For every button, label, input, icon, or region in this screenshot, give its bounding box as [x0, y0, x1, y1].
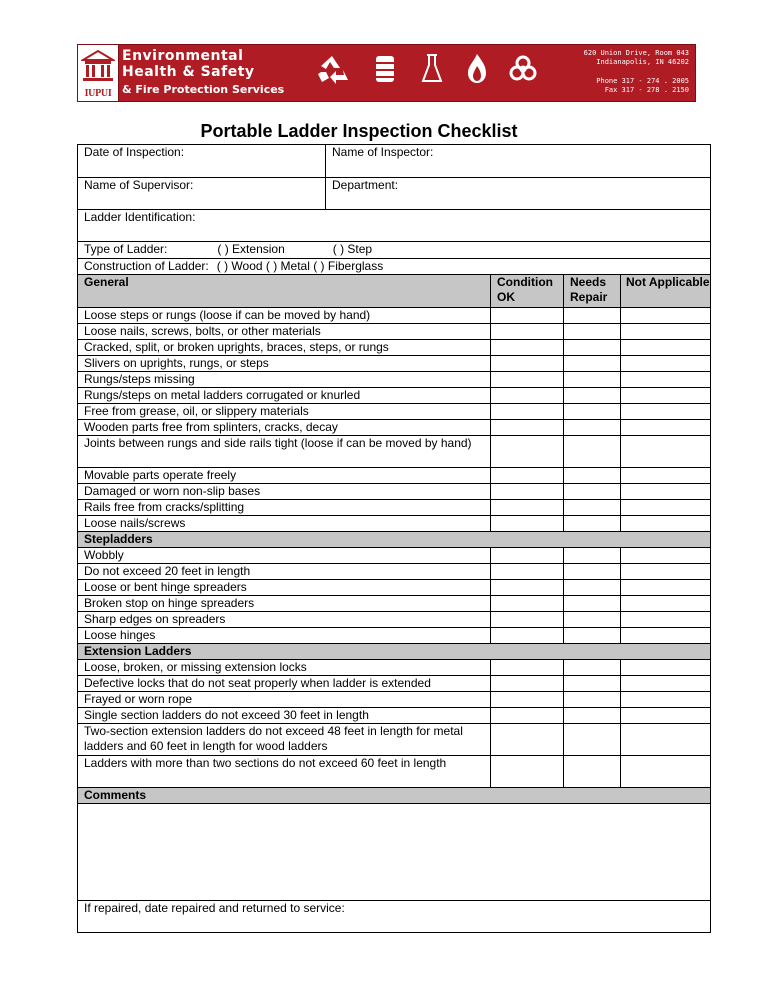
not-applicable-cell[interactable] [621, 340, 711, 356]
needs-repair-cell[interactable] [564, 340, 621, 356]
condition-ok-cell[interactable] [491, 548, 564, 564]
extension-items [78, 660, 711, 788]
ladder-type-row [78, 242, 711, 259]
checklist-row [78, 324, 711, 340]
needs-repair-cell[interactable] [564, 660, 621, 676]
condition-ok-cell[interactable] [491, 516, 564, 532]
not-applicable-cell[interactable] [621, 548, 711, 564]
stepladder-item-label: Sharp edges on spreaders [78, 612, 491, 628]
org-name-line2: Health & Safety [122, 64, 255, 80]
supervisor-label: Name of Supervisor: [84, 178, 194, 192]
inspector-label: Name of Inspector: [332, 145, 434, 159]
supervisor-field[interactable] [78, 178, 326, 210]
general-item-label: Rungs/steps missing [78, 372, 491, 388]
checklist-row [78, 516, 711, 532]
flask-icon [423, 55, 441, 81]
extension-item-label: Single section ladders do not exceed 30 feet in length [78, 708, 491, 724]
header-banner [77, 44, 696, 102]
address-line2: Indianapolis, IN 46202 [596, 58, 689, 66]
extension-item-label: Loose, broken, or missing extension locks [78, 660, 491, 676]
needs-repair-cell[interactable] [564, 500, 621, 516]
condition-ok-cell[interactable] [491, 308, 564, 324]
department-label: Department: [332, 178, 399, 192]
hazard-icons [318, 52, 558, 86]
phone-number: Phone 317 - 274 . 2005 [596, 77, 689, 85]
needs-repair-cell[interactable] [564, 324, 621, 340]
general-item-label: Wooden parts free from splinters, cracks, decay [78, 420, 491, 436]
checklist-row [78, 372, 711, 388]
org-name-line1: Environmental [122, 48, 244, 64]
needs-repair-cell[interactable] [564, 708, 621, 724]
checklist-row [78, 548, 711, 564]
general-items [78, 308, 711, 532]
condition-ok-cell[interactable] [491, 628, 564, 644]
needs-repair-cell[interactable] [564, 468, 621, 484]
general-item-label: Rungs/steps on metal ladders corrugated or knurled [78, 388, 491, 404]
not-applicable-cell[interactable] [621, 660, 711, 676]
not-applicable-cell[interactable] [621, 708, 711, 724]
needs-repair-cell[interactable] [564, 548, 621, 564]
needs-repair-cell[interactable] [564, 436, 621, 468]
checklist-row [78, 660, 711, 676]
not-applicable-cell[interactable] [621, 324, 711, 340]
repaired-date-field[interactable] [78, 901, 711, 933]
not-applicable-cell[interactable] [621, 612, 711, 628]
checklist-row [78, 308, 711, 324]
condition-ok-cell[interactable] [491, 420, 564, 436]
not-applicable-cell[interactable] [621, 404, 711, 420]
checklist-row [78, 420, 711, 436]
checklist-row [78, 404, 711, 420]
checklist-row [78, 628, 711, 644]
not-applicable-cell[interactable] [621, 388, 711, 404]
not-applicable-cell[interactable] [621, 372, 711, 388]
checklist-row [78, 500, 711, 516]
not-applicable-cell[interactable] [621, 564, 711, 580]
date-field[interactable] [78, 145, 326, 178]
construction-row [78, 259, 711, 275]
iupui-logo [78, 45, 119, 101]
date-label: Date of Inspection: [84, 145, 185, 159]
not-applicable-cell[interactable] [621, 484, 711, 500]
org-name-line3: & Fire Protection Services [122, 83, 285, 96]
col-not-applicable: Not Applicable [621, 275, 711, 308]
condition-ok-cell[interactable] [491, 324, 564, 340]
condition-ok-cell[interactable] [491, 500, 564, 516]
needs-repair-cell[interactable] [564, 308, 621, 324]
not-applicable-cell[interactable] [621, 580, 711, 596]
section-header-general: General [78, 275, 491, 308]
not-applicable-cell[interactable] [621, 516, 711, 532]
needs-repair-cell[interactable] [564, 404, 621, 420]
condition-ok-cell[interactable] [491, 388, 564, 404]
general-item-label: Joints between rungs and side rails tight (loose if can be moved by hand) [78, 436, 491, 468]
not-applicable-cell[interactable] [621, 436, 711, 468]
building-icon [81, 48, 115, 82]
condition-ok-cell[interactable] [491, 708, 564, 724]
checklist-row [78, 692, 711, 708]
not-applicable-cell[interactable] [621, 308, 711, 324]
construction-options[interactable]: ( ) Wood ( ) Metal ( ) Fiberglass [216, 259, 384, 273]
condition-ok-cell[interactable] [491, 612, 564, 628]
general-item-label: Loose steps or rungs (loose if can be moved by hand) [78, 308, 491, 324]
not-applicable-cell[interactable] [621, 692, 711, 708]
general-item-label: Damaged or worn non-slip bases [78, 484, 491, 500]
stepladder-item-label: Loose hinges [78, 628, 491, 644]
general-item-label: Slivers on uprights, rungs, or steps [78, 356, 491, 372]
condition-ok-cell[interactable] [491, 676, 564, 692]
extension-item-label: Two-section extension ladders do not exceed 48 feet in length for metal ladders and 60 feet in length for wood ladders [78, 724, 491, 756]
checklist-row [78, 676, 711, 692]
not-applicable-cell[interactable] [621, 500, 711, 516]
needs-repair-cell[interactable] [564, 356, 621, 372]
condition-ok-cell[interactable] [491, 692, 564, 708]
contact-info [539, 49, 689, 95]
section-header-extension: Extension Ladders [78, 644, 711, 660]
construction-label: Construction of Ladder: [84, 259, 209, 273]
checklist-row [78, 436, 711, 468]
condition-ok-cell[interactable] [491, 756, 564, 788]
checklist-row [78, 356, 711, 372]
extension-item-label: Defective locks that do not seat properly when ladder is extended [78, 676, 491, 692]
section-header-stepladders: Stepladders [78, 532, 711, 548]
condition-ok-cell[interactable] [491, 484, 564, 500]
checklist-row [78, 596, 711, 612]
recycle-icon [318, 56, 348, 84]
not-applicable-cell[interactable] [621, 420, 711, 436]
not-applicable-cell[interactable] [621, 756, 711, 788]
ladder-id-label: Ladder Identification: [84, 210, 196, 224]
flame-icon [468, 54, 486, 83]
needs-repair-cell[interactable] [564, 484, 621, 500]
stepladder-item-label: Loose or bent hinge spreaders [78, 580, 491, 596]
not-applicable-cell[interactable] [621, 356, 711, 372]
extension-item-label: Frayed or worn rope [78, 692, 491, 708]
repaired-date-label: If repaired, date repaired and returned to service: [84, 901, 345, 915]
col-needs-repair: Needs Repair [564, 275, 621, 308]
condition-ok-cell[interactable] [491, 596, 564, 612]
extension-item-label: Ladders with more than two sections do not exceed 60 feet in length [78, 756, 491, 788]
general-item-label: Movable parts operate freely [78, 468, 491, 484]
needs-repair-cell[interactable] [564, 516, 621, 532]
type-option-step[interactable]: ( ) Step [332, 242, 373, 256]
checklist-row [78, 564, 711, 580]
general-item-label: Free from grease, oil, or slippery materials [78, 404, 491, 420]
needs-repair-cell[interactable] [564, 580, 621, 596]
type-label: Type of Ladder: [84, 242, 168, 256]
needs-repair-cell[interactable] [564, 692, 621, 708]
fax-number: Fax 317 - 278 . 2150 [604, 86, 689, 94]
checklist-row [78, 756, 711, 788]
comments-box[interactable] [78, 804, 711, 901]
biohazard-icon [511, 57, 535, 79]
checklist-row [78, 580, 711, 596]
checklist-row [78, 388, 711, 404]
general-item-label: Loose nails, screws, bolts, or other materials [78, 324, 491, 340]
condition-ok-cell[interactable] [491, 372, 564, 388]
needs-repair-cell[interactable] [564, 564, 621, 580]
needs-repair-cell[interactable] [564, 676, 621, 692]
not-applicable-cell[interactable] [621, 628, 711, 644]
needs-repair-cell[interactable] [564, 724, 621, 756]
inspector-field[interactable] [326, 145, 711, 178]
not-applicable-cell[interactable] [621, 724, 711, 756]
needs-repair-cell[interactable] [564, 628, 621, 644]
page-title: Portable Ladder Inspection Checklist [200, 121, 518, 141]
checklist-row [78, 484, 711, 500]
condition-ok-cell[interactable] [491, 436, 564, 468]
condition-ok-cell[interactable] [491, 340, 564, 356]
condition-ok-cell[interactable] [491, 660, 564, 676]
stepladder-item-label: Do not exceed 20 feet in length [78, 564, 491, 580]
needs-repair-cell[interactable] [564, 420, 621, 436]
condition-ok-cell[interactable] [491, 356, 564, 372]
checklist-table [77, 144, 711, 933]
needs-repair-cell[interactable] [564, 596, 621, 612]
logo-text: IUPUI [84, 88, 112, 99]
general-item-label: Loose nails/screws [78, 516, 491, 532]
condition-ok-cell[interactable] [491, 724, 564, 756]
stepladder-item-label: Broken stop on hinge spreaders [78, 596, 491, 612]
not-applicable-cell[interactable] [621, 596, 711, 612]
checklist-row [78, 340, 711, 356]
general-item-label: Rails free from cracks/splitting [78, 500, 491, 516]
needs-repair-cell[interactable] [564, 756, 621, 788]
needs-repair-cell[interactable] [564, 372, 621, 388]
stepladder-item-label: Wobbly [78, 548, 491, 564]
section-header-comments: Comments [78, 788, 711, 804]
col-condition-ok: Condition OK [491, 275, 564, 308]
checklist-row [78, 708, 711, 724]
checklist-row [78, 612, 711, 628]
checklist-row [78, 468, 711, 484]
ladder-id-field[interactable] [78, 210, 711, 242]
needs-repair-cell[interactable] [564, 388, 621, 404]
address-line1: 620 Union Drive, Room 043 [583, 49, 689, 57]
needs-repair-cell[interactable] [564, 612, 621, 628]
condition-ok-cell[interactable] [491, 564, 564, 580]
condition-ok-cell[interactable] [491, 404, 564, 420]
department-field[interactable] [326, 178, 711, 210]
general-item-label: Cracked, split, or broken uprights, braces, steps, or rungs [78, 340, 491, 356]
not-applicable-cell[interactable] [621, 468, 711, 484]
condition-ok-cell[interactable] [491, 468, 564, 484]
checklist-row [78, 724, 711, 756]
not-applicable-cell[interactable] [621, 676, 711, 692]
stepladder-items [78, 548, 711, 644]
barrel-icon [376, 56, 394, 82]
condition-ok-cell[interactable] [491, 580, 564, 596]
type-option-extension[interactable]: ( ) Extension [217, 242, 285, 256]
